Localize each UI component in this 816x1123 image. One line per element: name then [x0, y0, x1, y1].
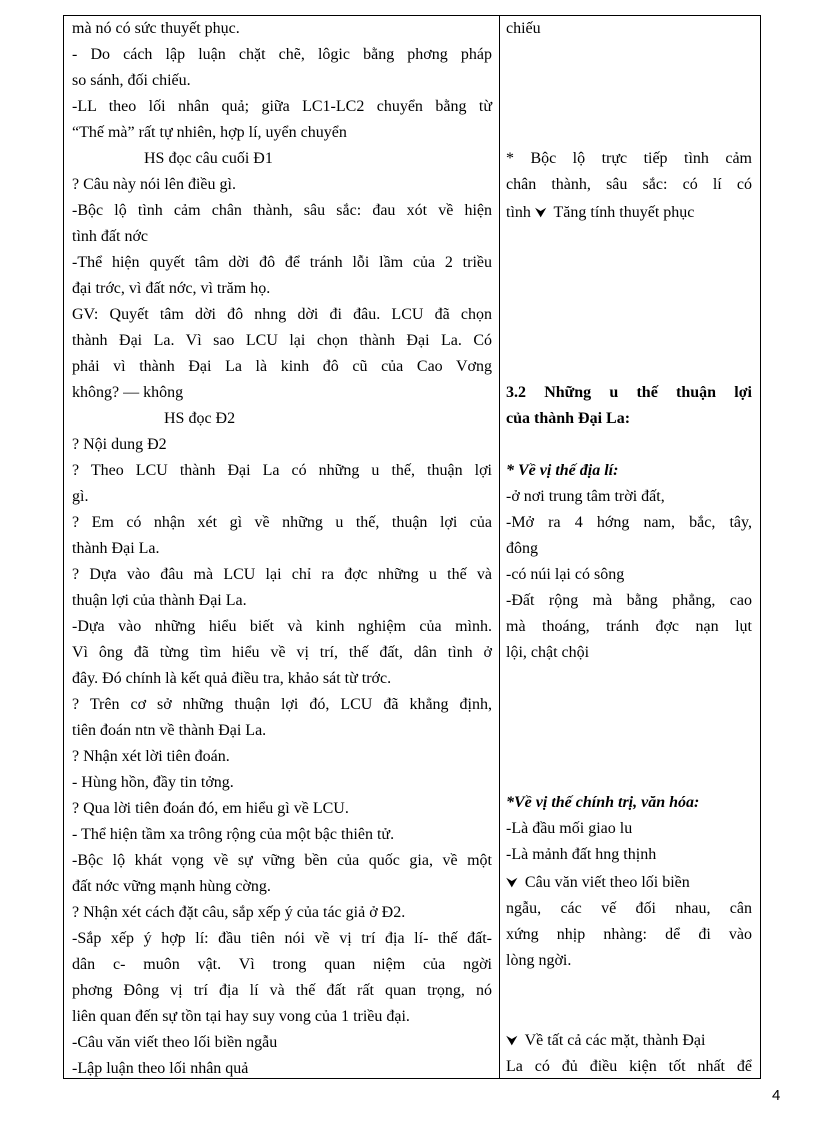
text-line: -Đất rộng mà bằng phẳng, cao — [506, 592, 752, 609]
text-line: -có núi lại có sông — [506, 566, 625, 583]
text-line: -Sắp xếp ý hợp lí: đầu tiên nói về vị trí địa lí- thế đất- — [72, 930, 492, 947]
text-line — [506, 872, 752, 894]
text-line: La có đủ điều kiện tốt nhất để — [506, 1058, 752, 1075]
text-line: - Do cách lập luận chặt chẽ, lôgic bằng phơng pháp — [72, 46, 492, 63]
text-fragment: tình — [506, 204, 531, 221]
text-line: -Dựa vào những hiểu biết và kinh nghiệm của mình. — [72, 618, 492, 635]
text-line: ? Câu này nói lên điều gì. — [72, 176, 236, 193]
subheading: *Về vị thế chính trị, văn hóa: — [506, 794, 700, 811]
text-line: mà thoáng, tránh đợc nạn lụt — [506, 618, 752, 635]
text-line: đông — [506, 540, 538, 557]
text-line: -Lập luận theo lối nhân quả — [72, 1060, 249, 1077]
text-line: HS đọc Đ2 — [164, 410, 236, 427]
text-line: chân thành, sâu sắc: có lí có — [506, 176, 752, 193]
text-fragment: Tăng tính thuyết phục — [553, 204, 695, 221]
text-fragment: Về tất cả các mặt, thành Đại — [524, 1032, 706, 1049]
text-line: ? Nhận xét lời tiên đoán. — [72, 748, 230, 765]
text-line: phơng Đông vị trí địa lí và thế đất rất quan trọng, nó — [72, 982, 492, 999]
text-line: đây. Đó chính là kết quả điều tra, khảo sát từ trớc. — [72, 670, 392, 687]
text-line: liên quan đến sự tồn tại hay suy vong của 1 triều đại. — [72, 1008, 410, 1025]
text-line: ? Theo LCU thành Đại La có những u thế, thuận lợi — [72, 462, 492, 479]
text-line: đất nớc vững mạnh hùng cờng. — [72, 878, 271, 895]
text-line: so sánh, đối chiếu. — [72, 72, 191, 89]
text-line: thành Đại La. Vì sao LCU lại chọn thành Đại La. Có — [72, 332, 492, 349]
text-line: ? Nhận xét cách đặt câu, sắp xếp ý của tác giả ở Đ2. — [72, 904, 406, 921]
text-line: ? Qua lời tiên đoán đó, em hiểu gì về LCU. — [72, 800, 349, 817]
text-line: -Bộc lộ khát vọng về sự vững bền của quốc gia, về một — [72, 852, 492, 869]
text-line: -Là mảnh đất hng thịnh — [506, 846, 657, 863]
text-line: -Câu văn viết theo lối biền ngẫu — [72, 1034, 278, 1051]
text-line: - Thể hiện tầm xa trông rộng của một bậc thiên tử. — [72, 826, 395, 843]
arrow-icon: ⮟ — [534, 206, 547, 221]
text-line: ? Dựa vào đâu mà LCU lại chỉ ra đợc những u thế và — [72, 566, 492, 583]
text-line: ? Em có nhận xét gì về những u thế, thuận lợi của — [72, 514, 492, 531]
text-line: ? Trên cơ sở những thuận lợi đó, LCU đã khẳng định, — [72, 696, 492, 713]
text-line: -LL theo lối nhân quả; giữa LC1-LC2 chuyển bằng từ — [72, 98, 492, 115]
text-line — [506, 202, 752, 224]
text-line: ? Nội dung Đ2 — [72, 436, 167, 453]
text-line: thuận lợi của thành Đại La. — [72, 592, 247, 609]
lesson-table — [63, 15, 761, 1079]
section-heading: của thành Đại La: — [506, 410, 631, 427]
text-line: “Thế mà” rất tự nhiên, hợp lí, uyển chuyển — [72, 124, 347, 141]
text-line: -ở nơi trung tâm trời đất, — [506, 488, 665, 505]
text-line: tiên đoán ntn về thành Đại La. — [72, 722, 267, 739]
text-line: đại trớc, vì đất nớc, vì trăm họ. — [72, 280, 271, 297]
arrow-icon: ⮟ — [506, 876, 518, 891]
arrow-icon: ⮟ — [506, 1034, 518, 1049]
text-fragment: Câu văn viết theo lối biền — [524, 874, 690, 891]
text-line: dân c- muôn vật. Vì trong quan niệm của ngời — [72, 956, 492, 973]
text-line — [506, 1030, 752, 1052]
text-line: * Bộc lộ trực tiếp tình cảm — [506, 150, 752, 167]
text-line: lòng ngời. — [506, 952, 572, 969]
text-line: tình đất nớc — [72, 228, 148, 245]
text-line: ngẫu, các vế đối nhau, cân — [506, 900, 752, 917]
text-line: -Thể hiện quyết tâm dời đô để tránh lỗi lầm của 2 triều — [72, 254, 492, 271]
text-line: GV: Quyết tâm dời đô nhng dời đi đâu. LCU đã chọn — [72, 306, 492, 323]
text-line: -Mở ra 4 hớng nam, bắc, tây, — [506, 514, 752, 531]
text-line: -Bộc lộ tình cảm chân thành, sâu sắc: đau xót về hiện — [72, 202, 492, 219]
subheading: * Về vị thế địa lí: — [506, 462, 619, 479]
text-line: không? — không — [72, 384, 184, 401]
text-line: chiếu — [506, 20, 541, 37]
text-line: - Hùng hồn, đầy tin tởng. — [72, 774, 234, 791]
text-line: mà nó có sức thuyết phục. — [72, 20, 240, 37]
section-heading: 3.2 Những u thế thuận lợi — [506, 384, 752, 401]
column-divider — [499, 16, 500, 1078]
page-number: 4 — [772, 1087, 781, 1104]
text-line: xứng nhịp nhàng: dể đi vào — [506, 926, 752, 943]
text-line: gì. — [72, 488, 89, 505]
text-line: thành Đại La. — [72, 540, 160, 557]
text-line: Vì ông đã từng tìm hiểu về vị trí, thế đất, dân tình ở — [72, 644, 492, 661]
text-line: HS đọc câu cuối Đ1 — [144, 150, 273, 167]
text-line: phải vì thành Đại La là kinh đô cũ của Cao Vơng — [72, 358, 492, 375]
text-line: -Là đầu mối giao lu — [506, 820, 633, 837]
text-line: lội, chật chội — [506, 644, 590, 661]
